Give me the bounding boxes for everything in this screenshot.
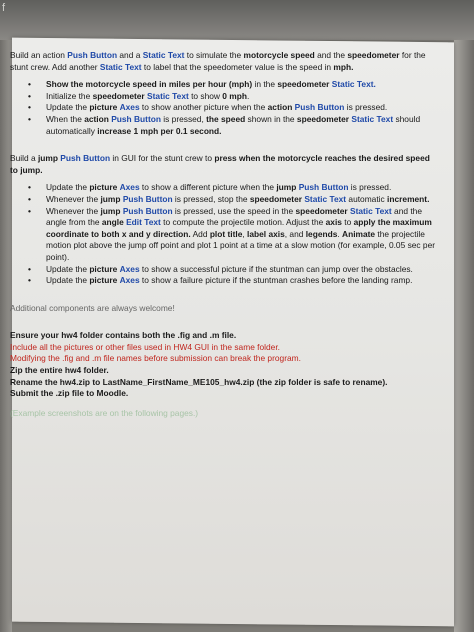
text-run: Add [190,228,210,239]
text-run: and the angle from the [46,205,422,228]
bold-text: jump [100,205,121,216]
text-run: to show another picture when the [139,102,268,113]
corner-mark: f [2,2,6,14]
bold-text: Show the motorcycle speed in miles per hour (mph) [46,79,253,90]
instruction-line: Zip the entire hw4 folder. [10,365,109,376]
bold-text: legends [305,228,338,239]
section2-bullets [10,182,436,286]
text-run: to simulate the [184,50,244,60]
keyword-highlight: Axes [119,182,140,193]
bold-text: speedometer [296,113,350,124]
bold-text: picture [89,102,118,113]
bold-text: Animate [342,228,376,239]
text-run: Update the [46,263,90,274]
text-run: , [242,228,248,239]
text-run: automatic [346,193,388,204]
text-run: to show a successful picture if the stuntman can jump over the obstacles. [139,263,413,274]
text-run: is pressed. [348,182,392,193]
text-run: Update the [46,275,90,286]
text-run: should automatically [46,113,421,136]
bullet-item [10,264,436,276]
keyword-highlight: Static Text. [331,79,376,90]
instruction-line: Include all the pictures or other files used in HW4 GUI in the same folder. [10,341,280,352]
text-run: Whenever the [46,193,101,204]
keyword-highlight: Edit Text [126,217,161,228]
bullet-item [10,114,436,137]
text-run: When the [46,113,85,124]
text-run: Build a [10,153,38,164]
text-run: , and [284,228,306,239]
text-run: in GUI for the stunt crew to [110,153,215,164]
bullet-item [10,206,436,264]
text-run: to show a different picture when the [139,182,277,193]
submission-instructions [10,330,436,400]
text-run: is pressed. [344,102,388,113]
keyword-highlight: Push Button [60,153,111,164]
keyword-highlight: Axes [119,275,140,286]
footer-note: (Example screenshots are on the following pages.) [10,407,199,418]
text-run: the projectile motion plot above the jump off point and plot 1 point at a time at a slow motion (for example, 0.05 sec per point). [46,228,436,262]
keyword-highlight: Push Button [111,113,161,124]
bullet-item [10,194,436,206]
keyword-highlight: Static Text [99,61,142,72]
bold-text: axis [325,217,342,228]
additional-note: Additional components are always welcome! [10,302,175,313]
bold-text: speedometer [277,79,330,90]
photo-top-band [0,0,474,40]
spacer [10,400,436,408]
text-run: for the stunt crew. Add another [10,50,426,72]
bold-text: apply the maximum coordinate to both x and y direction. [46,217,432,239]
keyword-highlight: Static Text [147,90,189,101]
keyword-highlight: Static Text [142,50,185,60]
bold-text: increase 1 mph per 0.1 second. [97,125,222,136]
keyword-highlight: Axes [119,263,140,274]
text-run: Update the [46,182,90,193]
bold-text: motorcycle speed [243,50,315,60]
instruction-line: Ensure your hw4 folder contains both the .fig and .m file. [10,330,237,341]
instruction-line: Modifying the .fig and .m file names before submission can break the program. [10,353,301,364]
spacer [10,293,436,303]
text-run: in the [252,79,278,90]
bold-text: jump [100,193,121,204]
bold-text: action [84,113,109,124]
text-run: to show a failure picture if the stuntman crashes before the landing ramp. [139,275,413,286]
bullet-item [10,102,436,114]
keyword-highlight: Push Button [122,193,173,204]
text-run: to [341,217,354,228]
bold-text: speedometer [92,90,145,101]
bold-text: picture [89,263,118,274]
bold-text: speedometer [295,205,348,216]
bold-text: the speed [206,113,246,124]
text-run: . [337,228,343,239]
text-run: . [246,90,250,101]
spacer [10,320,436,330]
text-run: Initialize the [46,90,93,101]
bold-text: action [267,102,293,113]
bold-text: mph. [333,61,354,72]
bold-text: increment. [387,193,430,204]
text-run: and the [314,50,348,60]
text-run: Update the [46,102,90,113]
keyword-highlight: Axes [119,102,140,113]
keyword-highlight: Push Button [294,102,345,113]
text-run: to compute the projectile motion. Adjust the [160,217,326,228]
spacer [10,143,436,153]
bold-text: angle [101,217,124,228]
keyword-highlight: Push Button [67,50,118,60]
bullet-item [10,91,436,103]
document-content [10,50,436,419]
instruction-line: Rename the hw4.zip to LastName_FirstName_ME105_hw4.zip (the zip folder is safe to rename). [10,376,388,387]
bold-text: label axis [247,228,285,239]
text-run: to show [188,90,223,101]
bold-text: picture [89,275,118,286]
text-run: is pressed, [160,113,207,124]
bold-text: 0 mph [222,90,247,101]
bold-text: speedometer [347,50,400,60]
photo-right-edge [454,40,474,632]
bold-text: jump [276,182,297,193]
text-run: to label that the speedometer value is the speed in [141,61,334,72]
section1-bullets [10,79,436,137]
text-run: is pressed, use the speed in the [172,205,296,216]
text-run: Whenever the [46,205,101,216]
keyword-highlight: Static Text [351,113,394,124]
bold-text: press when the motorcycle reaches the desired speed to jump. [10,153,430,175]
keyword-highlight: Push Button [298,182,349,193]
text-run: Build an action [10,50,68,60]
text-run: shown in the [245,113,297,124]
keyword-highlight: Static Text [304,193,347,204]
text-run: is pressed, stop the [172,193,250,204]
bullet-item [10,79,436,91]
keyword-highlight: Push Button [122,205,173,216]
section1-intro [10,50,436,73]
bold-text: picture [89,182,118,193]
bullet-item [10,275,436,287]
bullet-item [10,182,436,194]
bold-text: plot title [209,228,243,239]
text-run: and a [117,50,143,60]
keyword-highlight: Static Text [349,205,392,216]
section2-intro [10,153,436,176]
instruction-line: Submit the .zip file to Moodle. [10,388,129,399]
bold-text: speedometer [249,193,303,204]
bold-text: jump [37,153,58,164]
